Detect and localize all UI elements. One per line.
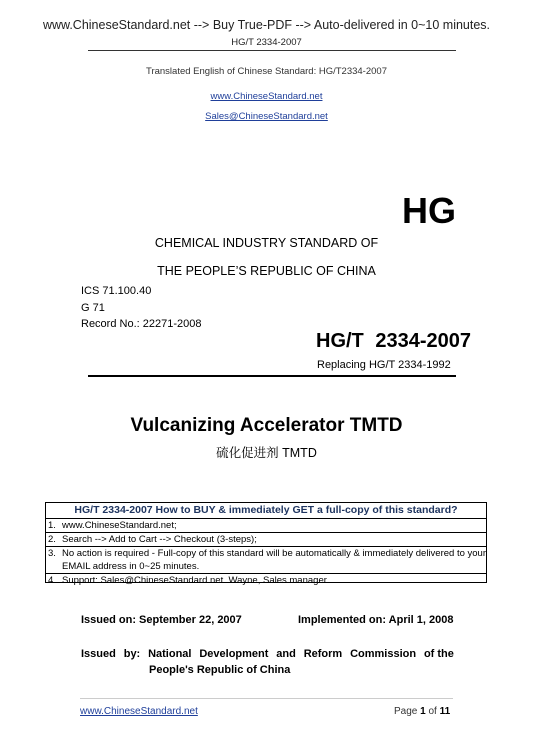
issuer-word: Issued: [81, 648, 116, 660]
replacing-note: Replacing HG/T 2334-1992: [317, 359, 451, 371]
issuer-line-1: [81, 646, 454, 662]
g-code: G 71: [81, 302, 105, 314]
step-text: Support: Sales@ChineseStandard.net. Wayne, Sales manager: [62, 575, 327, 586]
footer-website-link[interactable]: www.ChineseStandard.net: [80, 706, 198, 717]
buy-heading: HG/T 2334-2007 How to BUY & immediately GET a full-copy of this standard?: [46, 503, 486, 519]
step-number: 2.: [48, 534, 56, 545]
email-link[interactable]: Sales@ChineseStandard.net: [205, 111, 328, 122]
issuer-word: by:: [123, 648, 141, 660]
step-text[interactable]: www.ChineseStandard.net;: [62, 520, 177, 531]
buy-instructions-box: [45, 502, 487, 586]
org-line-2: THE PEOPLE’S REPUBLIC OF CHINA: [157, 264, 376, 278]
record-number: Record No.: 22271-2008: [81, 318, 202, 330]
email-link-row: [0, 106, 533, 124]
footer-divider: [80, 698, 453, 699]
page-current: 1: [420, 706, 426, 717]
page-total: 11: [439, 706, 451, 717]
issuer-word: Development: [199, 648, 269, 660]
step-number: 1.: [48, 520, 56, 531]
ics-code: ICS 71.100.40: [81, 285, 152, 297]
step-text: Search --> Add to Cart --> Checkout (3-steps);: [62, 534, 257, 545]
buy-steps-list: [46, 519, 486, 587]
document-title-cn: 硫化促进剂 TMTD: [216, 446, 317, 460]
translation-note: Translated English of Chinese Standard: HG/T2334-2007: [146, 66, 387, 77]
standard-number: HG/T 2334-2007: [316, 330, 471, 352]
issuer-word: Commission: [350, 648, 417, 660]
buy-step: [46, 547, 486, 574]
issuer-word: of the: [423, 648, 454, 660]
issuer-line-2: People's Republic of China: [149, 664, 291, 676]
standard-category: HG: [402, 190, 456, 231]
issuer-word: National: [148, 648, 192, 660]
issuer-word: Reform: [303, 648, 343, 660]
org-line-1: CHEMICAL INDUSTRY STANDARD OF: [154, 236, 379, 250]
website-link[interactable]: www.ChineseStandard.net: [210, 91, 323, 102]
step-number: 4.: [48, 575, 56, 586]
issued-date: Issued on: September 22, 2007: [81, 614, 242, 626]
step-number: 3.: [48, 548, 56, 559]
document-title: Vulcanizing Accelerator TMTD: [130, 415, 403, 436]
issuer-block: [81, 646, 454, 678]
website-link-row: [0, 86, 533, 104]
page-indicator: [394, 706, 450, 717]
header-banner: www.ChineseStandard.net --> Buy True-PDF --> Auto-delivered in 0~10 minutes.: [42, 18, 491, 32]
cover-divider: [88, 375, 456, 377]
header-standard-code: HG/T 2334-2007: [231, 37, 302, 48]
header-divider: [88, 50, 456, 51]
step-text: No action is required - Full-copy of this standard will be automatically & immediately delivered to your EMAIL address in 0~25 minutes.: [62, 548, 486, 572]
issuer-word: and: [276, 648, 296, 660]
implemented-date: Implemented on: April 1, 2008: [298, 614, 454, 626]
buy-step: [46, 519, 486, 533]
buy-step: [46, 533, 486, 547]
buy-step: [46, 574, 486, 587]
page-prefix: Page: [394, 706, 418, 717]
page-of: of: [428, 706, 437, 717]
